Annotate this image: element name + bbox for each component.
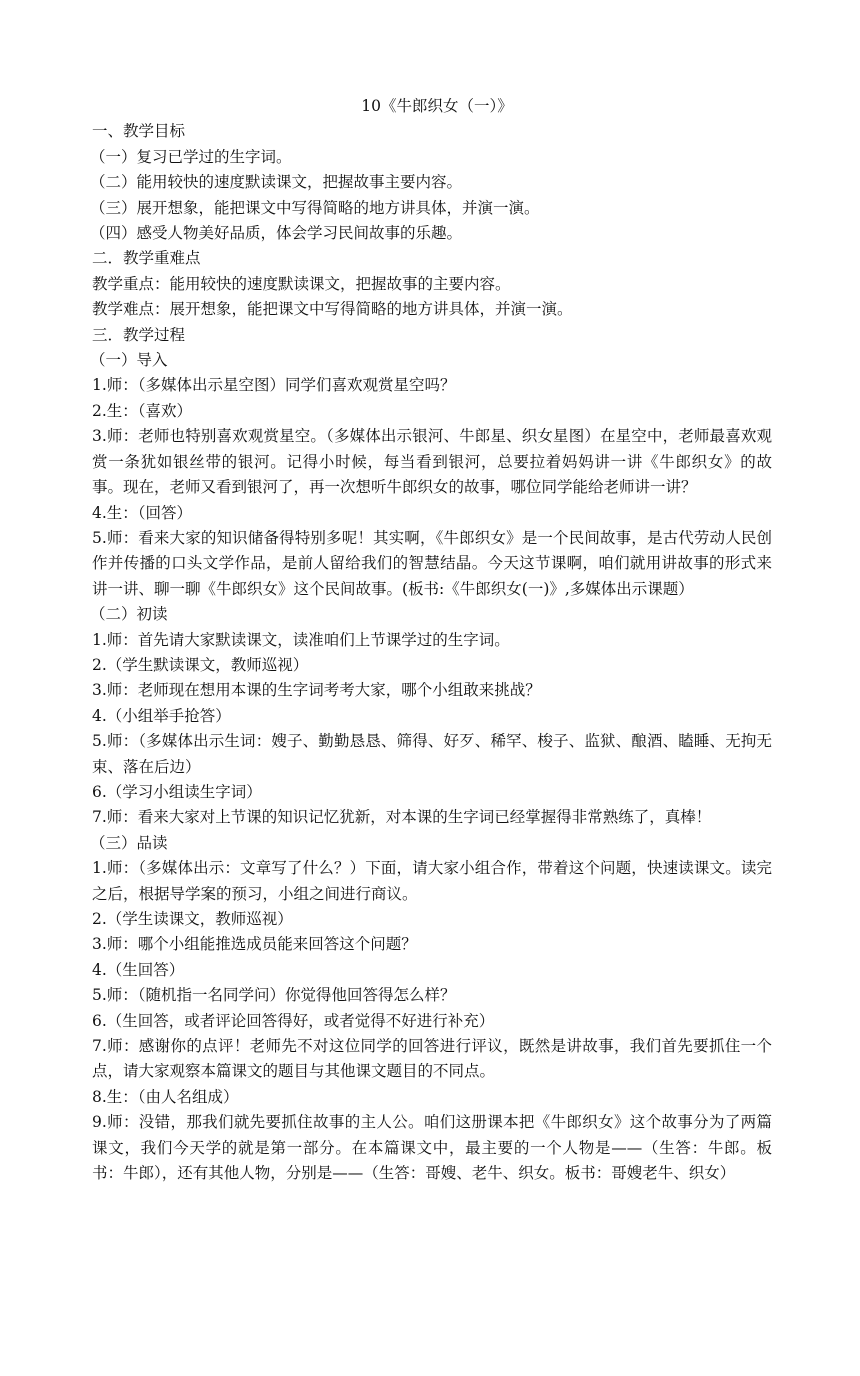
goal-item-3: （三）展开想象，能把课文中写得简略的地方讲具体，并演一演。 xyxy=(90,198,540,217)
goal-item-4: （四）感受人物美好品质，体会学习民间故事的乐趣。 xyxy=(90,224,463,243)
close-reading-step-8: 8.生：（由人名组成） xyxy=(92,1087,239,1106)
close-reading-step-9: 9.师：没错，那我们就先要抓住故事的主人公。咱们这册课本把《牛郎织女》这个故事分为了两篇课文，我们今天学的就是第一部分。在本篇课文中，最主要的一个人物是——（生答：牛郎。板书：牛郎），还有其他人物，分别是——（生答：哥嫂、老牛、织女。板书：哥嫂老牛、织女） xyxy=(92,1113,772,1183)
close-reading-step-6: 6.（生回答，或者评论回答得好，或者觉得不好进行补充） xyxy=(92,1011,495,1030)
heading-teaching-goals: 一、教学目标 xyxy=(92,122,186,141)
close-reading-step-7: 7.师：感谢你的点评！老师先不对这位同学的回答进行评议，既然是讲故事，我们首先要抓住一个点，请大家观察本篇课文的题目与其他课文题目的不同点。 xyxy=(92,1037,772,1081)
subheading-first-reading: （二）初读 xyxy=(90,605,168,624)
close-reading-step-3: 3.师：哪个小组能推选成员能来回答这个问题？ xyxy=(92,935,417,954)
difficult-point: 教学难点：展开想象，能把课文中写得简略的地方讲具体，并演一演。 xyxy=(92,300,573,319)
close-reading-step-2: 2.（学生读课文，教师巡视） xyxy=(92,910,293,928)
document-page xyxy=(92,94,772,1186)
heading-teaching-process: 三．教学过程 xyxy=(92,325,186,344)
close-reading-step-1: 1.师：（多媒体出示：文章写了什么？）下面，请大家小组合作，带着这个问题，快速读课文。读完之后，根据导学案的预习，小组之间进行商议。 xyxy=(92,859,772,903)
subheading-intro: （一）导入 xyxy=(90,351,168,370)
first-reading-step-7: 7.师：看来大家对上节课的知识记忆犹新，对本课的生字词已经掌握得非常熟练了，真棒！ xyxy=(92,808,712,827)
goal-item-2: （二）能用较快的速度默读课文，把握故事主要内容。 xyxy=(90,173,463,192)
first-reading-step-6: 6.（学习小组读生字词） xyxy=(92,782,262,801)
document-title: 10《牛郎织女（一）》 xyxy=(361,97,513,115)
close-reading-step-4: 4.（生回答） xyxy=(92,960,185,979)
key-point: 教学重点：能用较快的速度默读课文，把握故事的主要内容。 xyxy=(92,274,511,293)
intro-step-4: 4.生：（回答） xyxy=(92,503,193,522)
subheading-close-reading: （三）品读 xyxy=(90,833,168,852)
goal-item-1: （一）复习已学过的生字词。 xyxy=(90,147,292,166)
first-reading-step-5: 5.师：（多媒体出示生词：嫂子、勤勤恳恳、筛得、好歹、稀罕、梭子、监狱、酿酒、瞌睡、无拘无束、落在后边） xyxy=(92,732,772,776)
close-reading-step-5: 5.师：（随机指一名同学问）你觉得他回答得怎么样？ xyxy=(92,986,456,1005)
intro-step-5: 5.师：看来大家的知识储备得特别多呢！其实啊，《牛郎织女》是一个民间故事，是古代劳动人民创作并传播的口头文学作品，是前人留给我们的智慧结晶。今天这节课啊，咱们就用讲故事的形式来讲一讲、聊一聊《牛郎织女》这个民间故事。(板书:《牛郎织女(一)》,多媒体出示课题） xyxy=(92,528,772,598)
intro-step-3: 3.师：老师也特别喜欢观赏星空。（多媒体出示银河、牛郎星、织女星图）在星空中，老师最喜欢观赏一条犹如银丝带的银河。记得小时候，每当看到银河，总要拉着妈妈讲一讲《牛郎织女》的故事。现在，老师又看到银河了，再一次想听牛郎织女的故事，哪位同学能给老师讲一讲？ xyxy=(92,427,772,497)
heading-key-points: 二．教学重难点 xyxy=(92,249,201,268)
first-reading-step-2: 2.（学生默读课文，教师巡视） xyxy=(92,655,309,674)
first-reading-step-4: 4.（小组举手抢答） xyxy=(92,706,231,725)
first-reading-step-3: 3.师：老师现在想用本课的生字词考考大家，哪个小组敢来挑战？ xyxy=(92,681,541,700)
first-reading-step-1: 1.师：首先请大家默读课文，读准咱们上节课学过的生字词。 xyxy=(92,630,510,649)
intro-step-2: 2.生：（喜欢） xyxy=(92,401,193,420)
intro-step-1: 1.师：（多媒体出示星空图）同学们喜欢观赏星空吗？ xyxy=(92,376,456,395)
